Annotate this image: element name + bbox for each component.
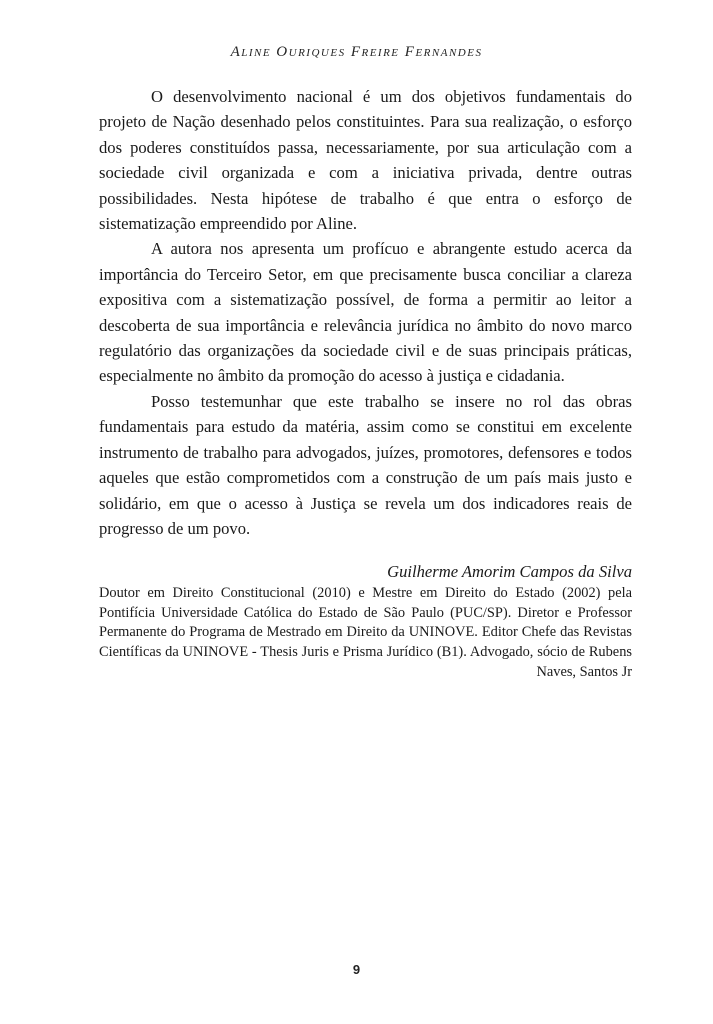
page-number: 9 <box>352 962 361 977</box>
running-header: Aline Ouriques Freire Fernandes <box>230 44 483 60</box>
paragraph: O desenvolvimento nacional é um dos objetivos fundamentais do projeto de Nação desenhado pelos constituintes. Para sua realização, o esforço dos poderes constituídos passa, necessariamente, por sua articulação com a sociedade civil organizada e com a iniciativa privada, dentre outras possibilidades. Nesta hipótese de trabalho é que entra o esforço de sistematização empreendido por Aline. <box>99 87 632 234</box>
author-bio: Doutor em Direito Constitucional (2010) e Mestre em Direito do Estado (2002) pela Pontifícia Universidade Católica do Estado de São Paulo (PUC/SP). Diretor e Professor Permanente do Programa de Mestrado em Direito da UNINOVE. Editor Chefe das Revistas Científicas da UNINOVE - Thesis Juris e Prisma Jurídico (B1). Advogado, sócio de Rubens Naves, Santos Jr <box>99 585 632 680</box>
body-text <box>99 84 632 541</box>
author-name: Guilherme Amorim Campos da Silva <box>387 562 632 581</box>
paragraph: Posso testemunhar que este trabalho se insere no rol das obras fundamentais para estudo da matéria, assim como se constitui em excelente instrumento de trabalho para advogados, juízes, promotores, defensores e todos aqueles que estão comprometidos com a construção de um país mais justo e solidário, em que o acesso à Justiça se revela um dos indicadores reais de progresso de um povo. <box>99 391 632 538</box>
paragraph: A autora nos apresenta um profícuo e abrangente estudo acerca da importância do Terceiro Setor, em que precisamente busca conciliar a clareza expositiva com a sistematização possível, de forma a permitir ao leitor a descoberta de sua importância e relevância jurídica no âmbito do novo marco regulatório das organizações da sociedade civil e de suas principais práticas, especialmente no âmbito da promoção do acesso à justiça e cidadania. <box>99 239 632 386</box>
signature-block <box>99 561 632 683</box>
